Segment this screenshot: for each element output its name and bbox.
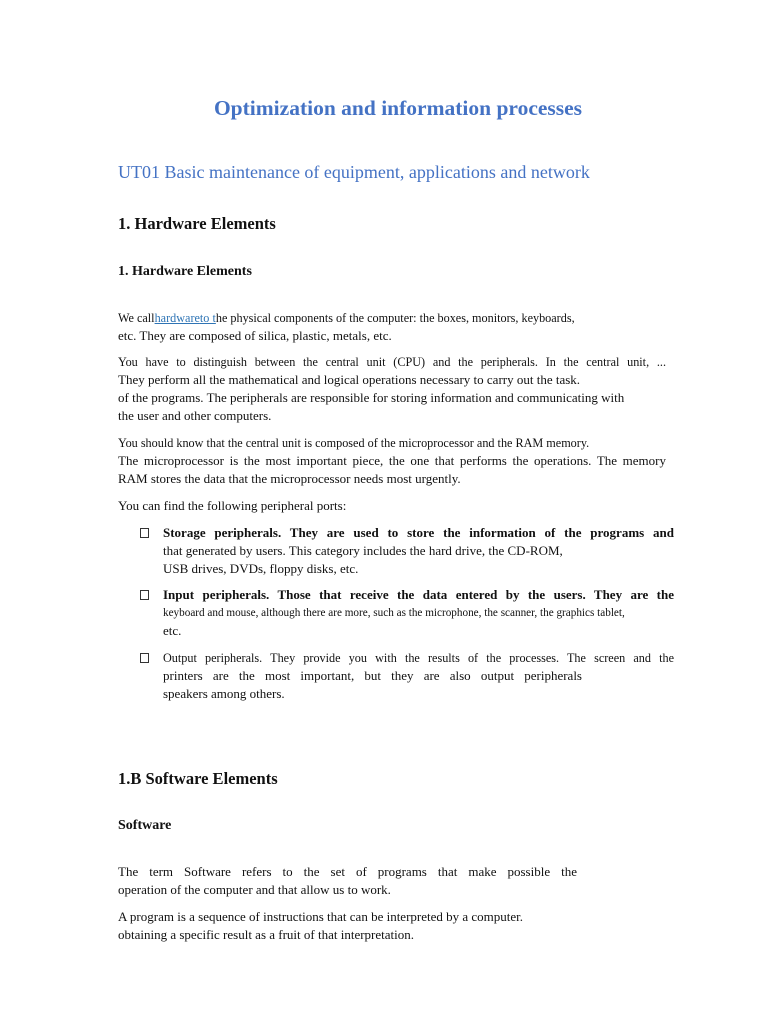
text-line: speakers among others. xyxy=(163,686,285,701)
paragraph-software-definition xyxy=(118,863,666,899)
text-line xyxy=(118,309,666,327)
list-item-input xyxy=(163,586,674,640)
list-item-output xyxy=(163,649,674,703)
text-line: RAM stores the data that the microprocessor needs most urgently. xyxy=(118,471,461,486)
text-run: Storage peripherals. They are used to store the information of the programs and xyxy=(163,525,674,540)
text-run: Input peripherals. Those that receive the data entered by the users. They are the xyxy=(163,587,674,602)
text-line: printers are the most important, but they are also output peripherals xyxy=(163,668,582,683)
text-line: You should know that the central unit is composed of the microprocessor and the RAM memory. xyxy=(118,436,590,450)
hardware-link[interactable]: hardware xyxy=(154,311,200,325)
paragraph-cpu-peripherals xyxy=(118,353,666,425)
section-heading-hardware: 1. Hardware Elements xyxy=(118,214,276,233)
bullet-icon xyxy=(140,650,154,666)
paragraph-central-unit xyxy=(118,434,666,488)
text-run: We call xyxy=(118,311,155,325)
subsection-heading-hardware: 1. Hardware Elements xyxy=(118,264,252,279)
text-line xyxy=(163,524,674,542)
text-line: keyboard and mouse, although there are more, such as the microphone, the scanner, the graphics tablet, xyxy=(163,607,625,619)
text-line: The microprocessor is the most important piece, the one that performs the operations. The memory xyxy=(118,453,666,468)
document-title: Optimization and information processes xyxy=(213,96,583,120)
section-heading-software: 1.B Software Elements xyxy=(118,769,278,788)
text-line xyxy=(163,586,674,604)
text-line: of the programs. The peripherals are responsible for storing information and communicating with xyxy=(118,390,625,405)
text-line: You have to distinguish between the central unit (CPU) and the peripherals. In the central unit, ... xyxy=(118,355,666,369)
bullet-icon xyxy=(140,525,154,541)
text-line: that generated by users. This category includes the hard drive, the CD-ROM, xyxy=(163,543,563,558)
text-line: Output peripherals. They provide you with the results of the processes. The screen and the xyxy=(163,651,674,665)
text-line: etc. They are composed of silica, plastic, metals, etc. xyxy=(118,328,392,343)
subsection-heading-software: Software xyxy=(118,818,172,833)
text-line: etc. xyxy=(163,623,182,638)
paragraph-peripheral-ports: You can find the following peripheral ports: xyxy=(118,498,347,513)
paragraph-hardware-definition xyxy=(118,309,666,345)
text-line: USB drives, DVDs, floppy disks, etc. xyxy=(163,561,359,576)
hardware-link-suffix[interactable]: to t xyxy=(199,311,216,325)
document-subtitle: UT01 Basic maintenance of equipment, applications and network xyxy=(118,162,590,182)
text-line: The term Software refers to the set of programs that make possible the xyxy=(118,864,577,879)
text-run: he physical components of the computer: the boxes, monitors, keyboards, xyxy=(215,311,575,325)
text-line: A program is a sequence of instructions that can be interpreted by a computer. xyxy=(118,909,524,924)
text-line: the user and other computers. xyxy=(118,408,272,423)
bullet-icon xyxy=(140,587,154,603)
text-line: They perform all the mathematical and logical operations necessary to carry out the task. xyxy=(118,372,581,387)
paragraph-program-definition xyxy=(118,908,666,944)
list-item-storage xyxy=(163,524,674,578)
text-line: obtaining a specific result as a fruit of that interpretation. xyxy=(118,927,415,942)
text-line: operation of the computer and that allow us to work. xyxy=(118,882,391,897)
